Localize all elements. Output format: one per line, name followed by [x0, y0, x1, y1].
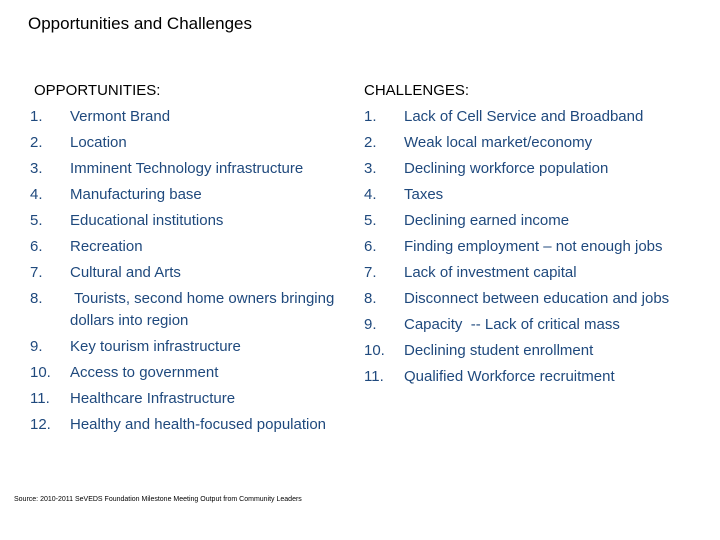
challenge-item — [364, 106, 709, 128]
challenge-item-number: 1. — [364, 108, 377, 125]
opportunity-item-number: 1. — [30, 108, 43, 125]
opportunity-item — [30, 362, 355, 384]
challenge-item — [364, 314, 709, 336]
challenge-item-number: 6. — [364, 238, 377, 255]
opportunity-item — [30, 158, 355, 180]
challenges-heading: CHALLENGES: — [364, 82, 470, 99]
challenges-list — [364, 106, 709, 388]
challenge-item-text: Finding employment – not enough jobs — [404, 238, 663, 255]
challenge-item-text: Declining workforce population — [404, 160, 609, 177]
opportunity-item — [30, 262, 355, 284]
challenge-item — [364, 236, 709, 258]
challenge-item-text: Weak local market/economy — [404, 134, 593, 151]
opportunity-item-text: Tourists, second home owners bringing dollars into region — [70, 290, 339, 329]
opportunity-item-text: Access to government — [70, 364, 219, 381]
opportunity-item-number: 10. — [30, 364, 51, 381]
challenge-item-number: 9. — [364, 316, 377, 333]
opportunity-item-text: Cultural and Arts — [70, 264, 181, 281]
challenge-item — [364, 158, 709, 180]
challenge-item-number: 10. — [364, 342, 385, 359]
opportunity-item-number: 7. — [30, 264, 43, 281]
challenge-item-text: Lack of Cell Service and Broadband — [404, 108, 644, 125]
challenges-column — [364, 80, 709, 392]
challenge-item-number: 11. — [364, 368, 384, 385]
challenge-item — [364, 366, 709, 388]
opportunity-item — [30, 106, 355, 128]
opportunity-item-text: Healthy and health-focused population — [70, 416, 327, 433]
challenge-item-text: Disconnect between education and jobs — [404, 290, 670, 307]
opportunity-item — [30, 210, 355, 232]
challenge-item — [364, 288, 709, 310]
slide-title: Opportunities and Challenges — [28, 14, 252, 33]
challenge-item-text: Declining student enrollment — [404, 342, 594, 359]
challenge-item — [364, 132, 709, 154]
opportunity-item-number: 6. — [30, 238, 43, 255]
opportunity-item-text: Educational institutions — [70, 212, 224, 229]
challenge-item-text: Capacity -- Lack of critical mass — [404, 316, 620, 333]
opportunity-item — [30, 184, 355, 206]
opportunity-item-text: Imminent Technology infrastructure — [70, 160, 304, 177]
opportunity-item-number: 8. — [30, 290, 43, 307]
challenge-item-text: Declining earned income — [404, 212, 570, 229]
opportunity-item-text: Vermont Brand — [70, 108, 171, 125]
challenge-item-text: Taxes — [404, 186, 444, 203]
opportunity-item-text: Recreation — [70, 238, 143, 255]
opportunity-item-text: Manufacturing base — [70, 186, 202, 203]
challenge-item-text: Qualified Workforce recruitment — [404, 368, 615, 385]
challenge-item — [364, 184, 709, 206]
opportunity-item-text: Location — [70, 134, 127, 151]
challenge-item — [364, 210, 709, 232]
opportunity-item — [30, 336, 355, 358]
challenge-item-text: Lack of investment capital — [404, 264, 577, 281]
opportunity-item-number: 2. — [30, 134, 43, 151]
opportunity-item-number: 5. — [30, 212, 43, 229]
opportunity-item — [30, 414, 355, 436]
challenge-item-number: 2. — [364, 134, 377, 151]
challenge-item-number: 7. — [364, 264, 377, 281]
opportunity-item-number: 11. — [30, 390, 50, 407]
opportunities-list — [30, 106, 355, 436]
challenge-item — [364, 340, 709, 362]
opportunity-item-number: 3. — [30, 160, 43, 177]
opportunity-item — [30, 132, 355, 154]
opportunity-item-number: 9. — [30, 338, 43, 355]
challenge-item — [364, 262, 709, 284]
opportunity-item-text: Healthcare Infrastructure — [70, 390, 236, 407]
challenge-item-number: 5. — [364, 212, 377, 229]
source-note: Source: 2010-2011 SeVEDS Foundation Milestone Meeting Output from Community Leaders — [14, 496, 302, 503]
opportunities-column — [30, 80, 355, 440]
challenge-item-number: 3. — [364, 160, 377, 177]
challenge-item-number: 4. — [364, 186, 377, 203]
challenge-item-number: 8. — [364, 290, 377, 307]
opportunity-item-number: 4. — [30, 186, 43, 203]
opportunity-item — [30, 388, 355, 410]
opportunity-item — [30, 236, 355, 258]
opportunity-item — [30, 288, 355, 332]
opportunity-item-text: Key tourism infrastructure — [70, 338, 241, 355]
opportunity-item-number: 12. — [30, 416, 51, 433]
opportunities-heading: OPPORTUNITIES: — [34, 82, 161, 99]
